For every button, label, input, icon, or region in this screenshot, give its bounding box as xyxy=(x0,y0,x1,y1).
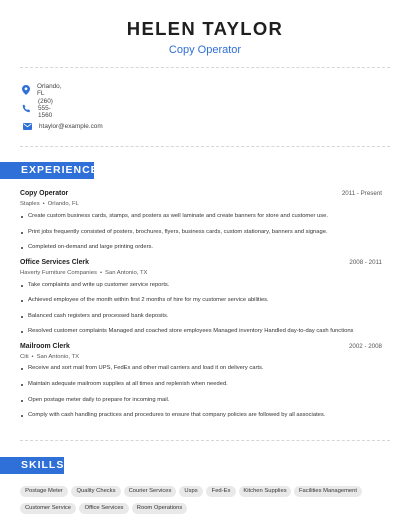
job-bullet: Completed on-demand and large printing orders. xyxy=(20,244,153,250)
skill-tag: Customer Service xyxy=(20,503,76,514)
job-bullet: Print jobs frequently consisted of posters, brochures, flyers, business cards, custom stationary, banners and signage. xyxy=(20,229,328,235)
job-bullet: Open postage meter daily to prepare for incoming mail. xyxy=(20,397,169,403)
job-dates: 2002 - 2008 xyxy=(348,343,382,350)
contact-email[interactable] xyxy=(22,117,103,135)
location-text: Orlando, FL xyxy=(37,83,62,97)
job-company: Citi xyxy=(20,354,29,360)
job-title: Office Services Clerk xyxy=(20,259,89,266)
skill-tag: Room Operations xyxy=(132,503,187,514)
job-bullet: Take complaints and write up customer service reports. xyxy=(20,282,169,288)
resume-header xyxy=(0,0,410,57)
job-company-line: Staples • Orlando, FL xyxy=(20,201,79,207)
job-entry xyxy=(20,259,382,334)
skill-tag: Office Services xyxy=(79,503,129,514)
contact-location xyxy=(22,81,64,99)
job-bullet: Achieved employee of the month within first 2 months of hire for my customer service abilities. xyxy=(20,297,269,303)
skill-tag: Courier Services xyxy=(124,486,176,497)
job-location: San Antonio, TX xyxy=(36,354,80,360)
phone-icon xyxy=(22,103,31,113)
contact-phone xyxy=(22,99,54,117)
job-bullet: Create custom business cards, stamps, and posters as well laminate and create banners for store and customer use. xyxy=(20,213,328,219)
job-location: Orlando, FL xyxy=(47,201,79,207)
email-text[interactable]: htaylor@example.com xyxy=(39,122,103,130)
skills-heading: SKILLS xyxy=(0,457,64,474)
envelope-icon xyxy=(22,121,32,131)
candidate-title: Copy Operator xyxy=(168,44,242,56)
skill-tag: Usps xyxy=(179,486,203,497)
job-bullet: Resolved customer complaints Managed and coached store employees Managed inventory Handled day-to-day cash functions xyxy=(20,328,353,334)
skill-tag: Facilities Management xyxy=(294,486,362,497)
job-dates: 2008 - 2011 xyxy=(349,259,382,266)
job-bullet: Maintain adequate mailroom supplies at all times and replenish when needed. xyxy=(20,381,228,387)
skill-tag: Fed-Ex xyxy=(206,486,236,497)
job-title: Mailroom Clerk xyxy=(20,343,70,350)
map-pin-icon xyxy=(22,85,30,95)
skill-tag: Postage Meter xyxy=(20,486,68,497)
header-divider xyxy=(20,67,390,68)
skill-tag: Quality Checks xyxy=(71,486,121,497)
job-company: Haverty Furniture Companies xyxy=(20,270,97,276)
candidate-name: HELEN TAYLOR xyxy=(126,18,284,39)
job-location: San Antonio, TX xyxy=(105,270,148,276)
job-company-line: Haverty Furniture Companies • San Antonio, TX xyxy=(20,270,148,276)
job-entry xyxy=(20,343,382,418)
job-entry xyxy=(20,190,382,250)
experience-heading: EXPERIENCE xyxy=(0,162,94,179)
job-bullet: Comply with cash handling practices and procedures to ensure that company policies are followed by all associates. xyxy=(20,412,325,418)
job-company-line: Citi • San Antonio, TX xyxy=(20,354,80,360)
phone-text: (260) 555-1560 xyxy=(38,97,53,119)
job-bullet: Balanced cash registers and processed bank deposits. xyxy=(20,313,169,319)
job-title: Copy Operator xyxy=(20,190,69,197)
job-dates: 2011 - Present xyxy=(341,190,382,197)
job-bullet: Receive and sort mail from UPS, FedEx and other mail carriers and load it on delivery carts. xyxy=(20,365,264,371)
job-company: Staples xyxy=(20,201,40,207)
experience-divider xyxy=(20,440,390,441)
skill-tag: Kitchen Supplies xyxy=(239,486,291,497)
contact-divider xyxy=(20,146,390,147)
